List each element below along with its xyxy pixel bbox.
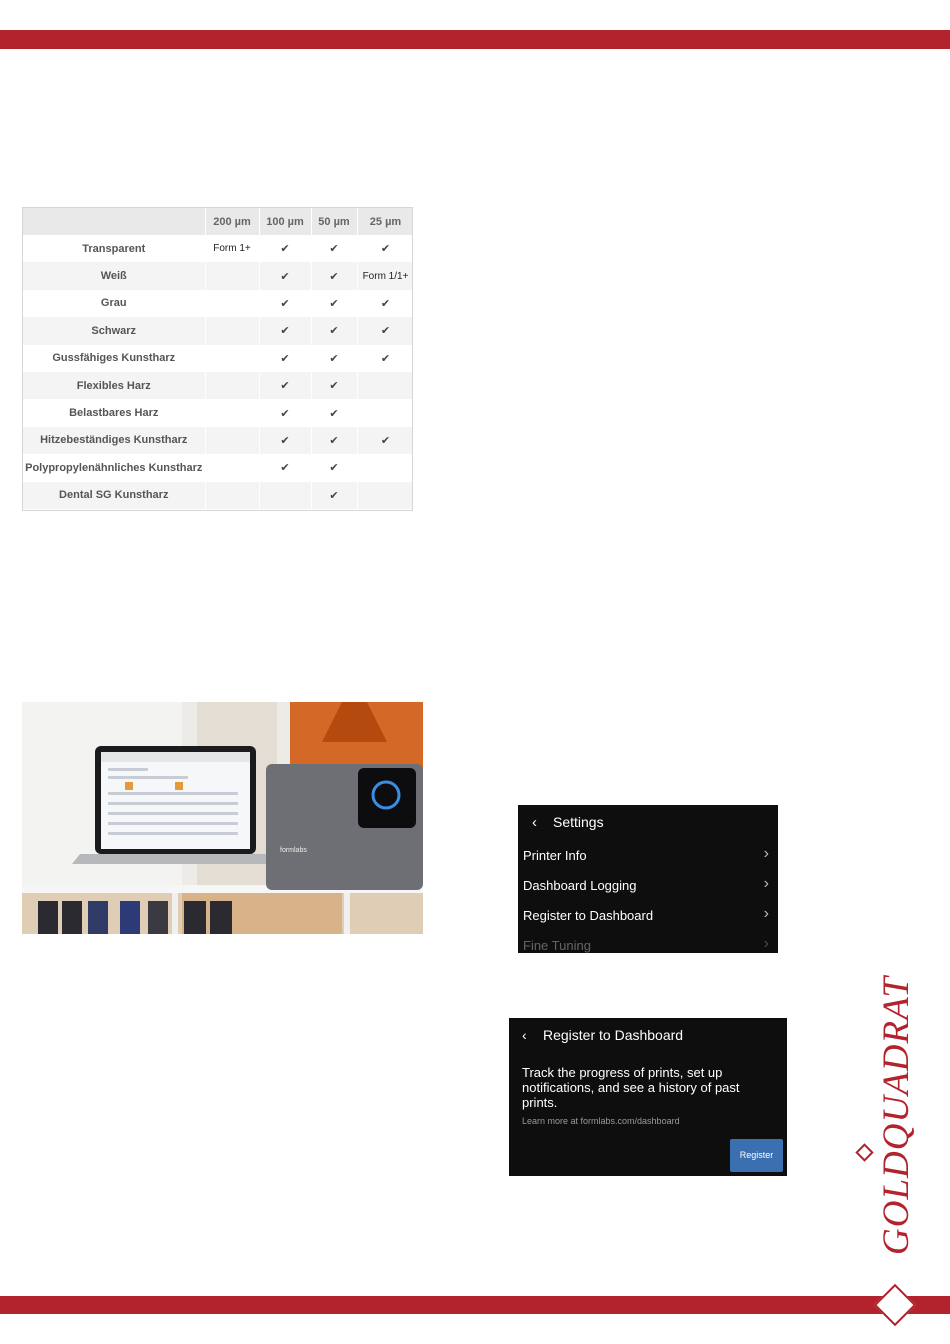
table-row (23, 235, 413, 262)
check-mark-icon: ✔ (311, 372, 357, 399)
check-mark-icon: ✔ (259, 262, 311, 289)
logo-diamond-icon (855, 1143, 873, 1161)
dashboard-link[interactable]: Learn more at formlabs.com/dashboard (522, 1116, 680, 1126)
table-cell (357, 454, 413, 481)
table-header-empty (23, 208, 205, 235)
check-mark-icon: ✔ (259, 399, 311, 426)
resin-name: Weiß (23, 262, 205, 289)
settings-screen (518, 805, 778, 953)
brand-logo: GOLDQUADRAT (876, 976, 917, 1255)
check-mark-icon: ✔ (311, 454, 357, 481)
check-mark-icon: ✔ (311, 290, 357, 317)
table-cell: Form 1/1+ (357, 262, 413, 289)
chevron-right-icon: › (763, 935, 769, 952)
resin-name: Polypropylenähnliches Kunstharz (23, 454, 205, 481)
table-header-row (23, 208, 413, 235)
table-cell (205, 454, 259, 481)
table-row (23, 454, 413, 481)
table-cell (205, 427, 259, 454)
table-cell (205, 399, 259, 426)
table-cell (205, 262, 259, 289)
table-row (23, 262, 413, 289)
resin-name: Flexibles Harz (23, 372, 205, 399)
top-color-band (0, 30, 950, 49)
resin-name: Belastbares Harz (23, 399, 205, 426)
printer-and-laptop-photo (22, 702, 423, 934)
column-header: 200 µm (205, 208, 259, 235)
menu-item-register-to-dashboard[interactable] (523, 902, 773, 932)
table-cell (205, 290, 259, 317)
table-row (23, 427, 413, 454)
table-row (23, 290, 413, 317)
table-cell (357, 482, 413, 509)
table-cell (205, 372, 259, 399)
resin-name: Dental SG Kunstharz (23, 482, 205, 509)
check-mark-icon: ✔ (357, 235, 413, 262)
column-header: 50 µm (311, 208, 357, 235)
resin-name: Grau (23, 290, 205, 317)
back-chevron-icon[interactable]: ‹ (532, 814, 537, 831)
chevron-right-icon: › (763, 875, 769, 892)
table-row (23, 345, 413, 372)
table-row (23, 399, 413, 426)
resin-resolution-table (22, 207, 413, 511)
table-cell (259, 482, 311, 509)
check-mark-icon: ✔ (311, 345, 357, 372)
table-row (23, 482, 413, 509)
check-mark-icon: ✔ (259, 427, 311, 454)
resin-name: Hitzebeständiges Kunstharz (23, 427, 205, 454)
check-mark-icon: ✔ (259, 290, 311, 317)
menu-item-label: Fine Tuning (523, 938, 591, 953)
menu-item-printer-info[interactable] (523, 842, 773, 872)
register-button[interactable]: Register (730, 1139, 783, 1172)
check-mark-icon: ✔ (311, 482, 357, 509)
check-mark-icon: ✔ (259, 372, 311, 399)
table-cell (205, 345, 259, 372)
menu-item-fine-tuning[interactable] (523, 932, 773, 953)
check-mark-icon: ✔ (311, 427, 357, 454)
column-header: 100 µm (259, 208, 311, 235)
check-mark-icon: ✔ (357, 317, 413, 344)
table-cell: Form 1+ (205, 235, 259, 262)
check-mark-icon: ✔ (311, 262, 357, 289)
check-mark-icon: ✔ (357, 345, 413, 372)
corner-diamond-icon (874, 1284, 916, 1326)
menu-item-label: Register to Dashboard (523, 908, 654, 923)
check-mark-icon: ✔ (311, 399, 357, 426)
back-chevron-icon[interactable]: ‹ (522, 1027, 527, 1043)
menu-item-label: Dashboard Logging (523, 878, 637, 893)
table-cell (205, 317, 259, 344)
check-mark-icon: ✔ (259, 317, 311, 344)
menu-item-label: Printer Info (523, 848, 587, 863)
column-header: 25 µm (357, 208, 413, 235)
table-cell (205, 482, 259, 509)
chevron-right-icon: › (763, 845, 769, 862)
check-mark-icon: ✔ (357, 290, 413, 317)
device-label: formlabs (280, 847, 307, 854)
register-title: Register to Dashboard (543, 1027, 684, 1043)
check-mark-icon: ✔ (259, 235, 311, 262)
settings-title: Settings (553, 814, 604, 830)
register-description: Track the progress of prints, set up notifications, and see a history of past prints. (522, 1065, 740, 1110)
menu-item-dashboard-logging[interactable] (523, 872, 773, 902)
check-mark-icon: ✔ (259, 345, 311, 372)
resin-name: Schwarz (23, 317, 205, 344)
resin-name: Transparent (23, 235, 205, 262)
table-row (23, 372, 413, 399)
check-mark-icon: ✔ (311, 235, 357, 262)
check-mark-icon: ✔ (259, 454, 311, 481)
chevron-right-icon: › (763, 905, 769, 922)
register-screen (509, 1018, 787, 1176)
check-mark-icon: ✔ (311, 317, 357, 344)
table-row (23, 317, 413, 344)
check-mark-icon: ✔ (357, 427, 413, 454)
bottom-color-band (0, 1296, 950, 1314)
table-cell (357, 399, 413, 426)
resin-name: Gussfähiges Kunstharz (23, 345, 205, 372)
table-cell (357, 372, 413, 399)
